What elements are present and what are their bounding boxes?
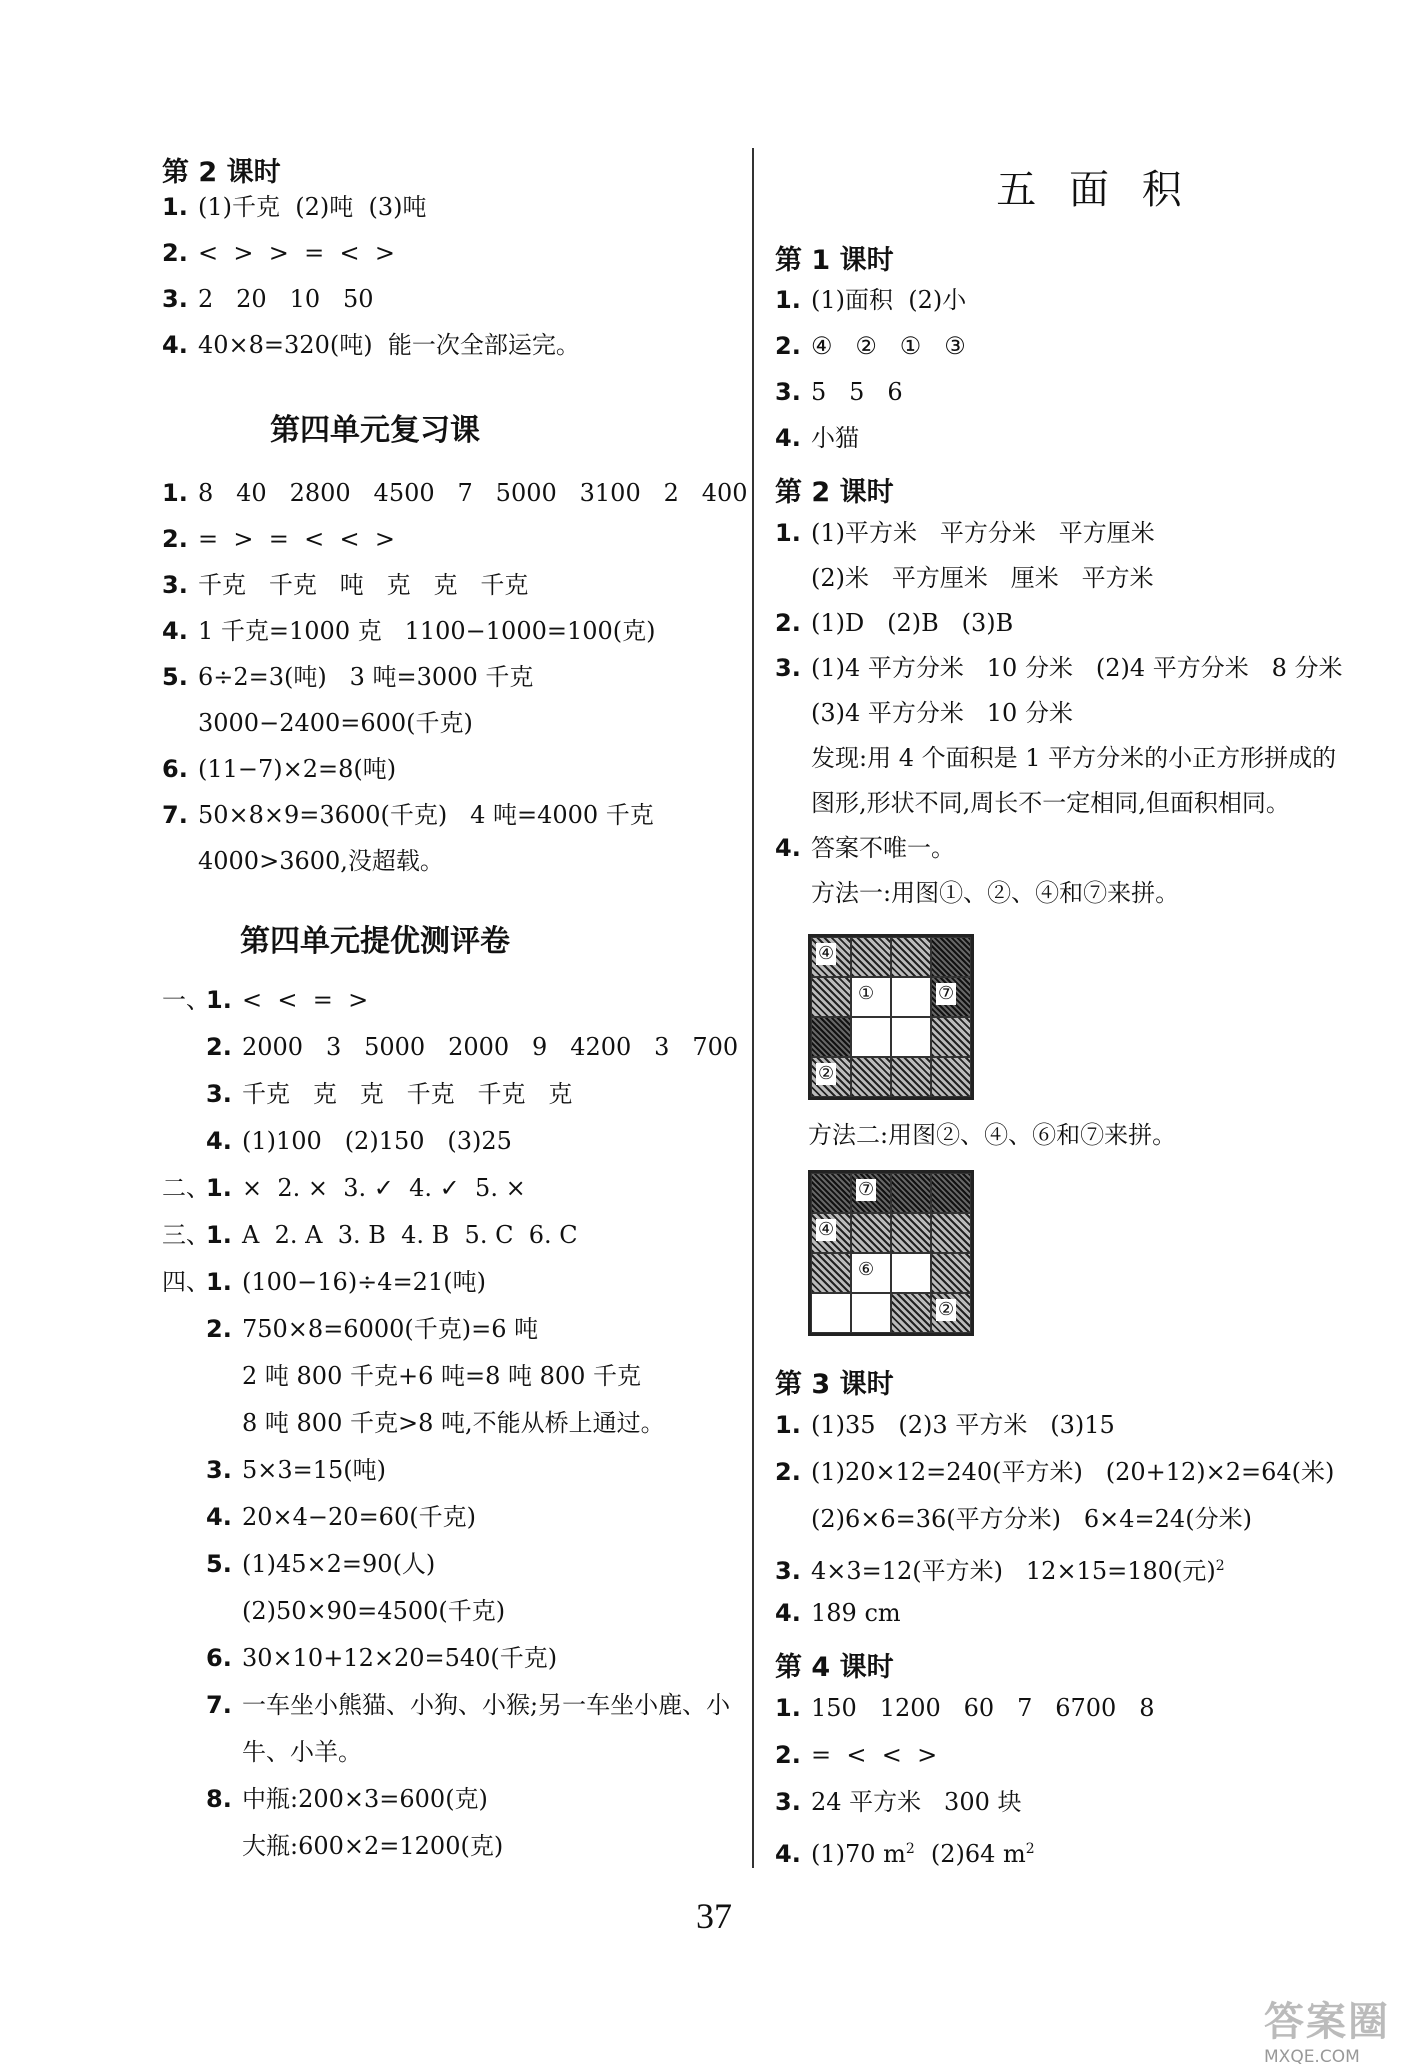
item-number: 4. <box>775 424 801 452</box>
item-number: 2. <box>775 609 801 637</box>
answer-line <box>162 985 368 1015</box>
grid-label: ⑦ <box>938 983 955 1004</box>
grid-cell <box>851 1213 891 1253</box>
answer-line <box>162 1032 738 1062</box>
method2-text: 方法二:用图②、④、⑥和⑦来拼。 <box>808 1121 1177 1149</box>
answer-line <box>775 285 966 315</box>
grid-cell <box>851 977 891 1017</box>
answer-line <box>775 1410 1115 1440</box>
grid-cell <box>891 1017 931 1057</box>
grid-cell <box>931 1293 971 1333</box>
item-number: 2. <box>775 1741 801 1769</box>
grid-label: ② <box>818 1063 835 1084</box>
grid-cell <box>811 1293 851 1333</box>
answer-line <box>775 563 1154 593</box>
answer-line <box>775 1740 937 1770</box>
item-number: 1. <box>206 986 232 1014</box>
answer-line <box>775 788 1290 818</box>
grid-label: ② <box>938 1299 955 1320</box>
answer-text: 2 吨 800 千克+6 吨=8 吨 800 千克 <box>242 1362 642 1390</box>
item-number: 1. <box>162 193 188 221</box>
answer-line <box>775 608 1013 638</box>
answer-line <box>162 1408 665 1438</box>
item-number: 6. <box>162 755 188 783</box>
answer-line <box>775 331 966 361</box>
grid-cell <box>811 977 851 1017</box>
grid-cell <box>851 1057 891 1097</box>
answer-line <box>162 570 528 600</box>
item-number: 3. <box>775 654 801 682</box>
page-number: 37 <box>696 1896 732 1936</box>
answer-line <box>162 1549 435 1579</box>
item-number: 3. <box>206 1080 232 1108</box>
grid-cell <box>811 1173 851 1213</box>
answer-text: 750×8=6000(千克)=6 吨 <box>242 1315 539 1343</box>
section-heading-r-lesson2: 第 2 课时 <box>775 477 894 508</box>
answer-text: 一车坐小熊猫、小狗、小猴;另一车坐小鹿、小 <box>242 1691 731 1719</box>
answer-line <box>162 708 473 738</box>
section-heading-review: 第四单元复习课 <box>270 413 480 448</box>
item-number: 1. <box>775 286 801 314</box>
item-number: 1. <box>206 1174 232 1202</box>
item-number: 1. <box>206 1268 232 1296</box>
grid-cell <box>931 1213 971 1253</box>
answer-text: < < = > <box>242 986 369 1014</box>
answer-line <box>775 377 903 407</box>
answer-text: × 2. × 3. ✓ 4. ✓ 5. × <box>242 1174 526 1202</box>
part-prefix: 三、 <box>162 1221 210 1249</box>
grid-label: ④ <box>818 1219 835 1240</box>
answer-text: = > = < < > <box>198 525 395 553</box>
answer-text: 发现:用 4 个面积是 1 平方分米的小正方形拼成的 <box>811 744 1337 772</box>
answer-text: 4000>3600,没超载。 <box>198 847 444 875</box>
answer-line <box>162 284 374 314</box>
answer-line <box>162 1831 503 1861</box>
item-number: 5. <box>206 1550 232 1578</box>
answer-text: 6÷2=3(吨) 3 吨=3000 千克 <box>198 663 534 691</box>
grid-cell <box>851 1173 891 1213</box>
answer-line <box>775 1787 1022 1817</box>
tiling-grid-method1 <box>808 934 974 1100</box>
answer-text: 4×3=12(平方米) 12×15=180(元) <box>811 1557 1216 1585</box>
part-prefix: 二、 <box>162 1174 210 1202</box>
answer-line <box>162 1502 476 1532</box>
answer-line <box>775 1834 1035 1869</box>
item-number: 4. <box>162 331 188 359</box>
answer-text: 1 千克=1000 克 1100−1000=100(克) <box>198 617 656 645</box>
answer-line <box>162 1361 641 1391</box>
answer-line <box>162 1643 557 1673</box>
grid-cell <box>891 1173 931 1213</box>
answer-text: 24 平方米 300 块 <box>811 1788 1022 1816</box>
grid-cell <box>851 937 891 977</box>
answer-text: (1)4 平方分米 10 分米 (2)4 平方分米 8 分米 <box>811 654 1343 682</box>
answer-text: 中瓶:200×3=600(克) <box>242 1785 488 1813</box>
grid-cell <box>811 1253 851 1293</box>
item-number: 4. <box>775 834 801 862</box>
answer-text: (100−16)÷4=21(吨) <box>242 1268 486 1296</box>
answer-line <box>775 833 955 863</box>
answer-text: A 2. A 3. B 4. B 5. C 6. C <box>242 1221 578 1249</box>
answer-text: (1)100 (2)150 (3)25 <box>242 1127 512 1155</box>
answer-text: 2000 3 5000 2000 9 4200 3 700 <box>242 1033 739 1061</box>
answer-text: 5×3=15(吨) <box>242 1456 387 1484</box>
grid-cell <box>851 1253 891 1293</box>
item-number: 6. <box>206 1644 232 1672</box>
answer-text: 牛、小羊。 <box>242 1738 362 1766</box>
answer-line <box>775 743 1336 773</box>
answer-text: (3)4 平方分米 10 分米 <box>811 699 1073 727</box>
item-number: 3. <box>206 1456 232 1484</box>
unit-title: 五 面 积 <box>996 167 1192 213</box>
answer-text: (1)20×12=240(平方米) (20+12)×2=64(米) <box>811 1458 1335 1486</box>
grid-cell <box>931 1017 971 1057</box>
item-number: 3. <box>775 1557 801 1585</box>
item-number: 4. <box>206 1503 232 1531</box>
answer-line <box>775 423 859 453</box>
grid-cell <box>931 1057 971 1097</box>
item-number: 3. <box>162 285 188 313</box>
item-number: 4. <box>775 1599 801 1627</box>
answer-text: 答案不唯一。 <box>811 834 955 862</box>
answer-line <box>775 1504 1252 1534</box>
answer-text: 大瓶:600×2=1200(克) <box>242 1832 504 1860</box>
item-number: 3. <box>162 571 188 599</box>
item-number: 2. <box>162 239 188 267</box>
answer-line <box>162 1455 386 1485</box>
item-number: 3. <box>775 378 801 406</box>
item-number: 2. <box>206 1315 232 1343</box>
column-divider <box>752 148 754 1868</box>
answer-text: 40×8=320(吨) 能一次全部运完。 <box>198 331 580 359</box>
item-number: 2. <box>206 1033 232 1061</box>
answer-text: 8 吨 800 千克>8 吨,不能从桥上通过。 <box>242 1409 665 1437</box>
answer-line <box>775 1693 1154 1723</box>
answer-text: = < < > <box>811 1741 938 1769</box>
grid-cell <box>931 937 971 977</box>
item-number: 1. <box>775 1694 801 1722</box>
answer-text: 方法一:用图①、②、④和⑦来拼。 <box>811 879 1180 907</box>
answer-line <box>162 238 395 268</box>
part-prefix: 一、 <box>162 986 210 1014</box>
answer-line <box>162 846 444 876</box>
answer-line <box>162 192 427 222</box>
answer-line <box>162 754 396 784</box>
item-number: 5. <box>162 663 188 691</box>
answer-text: 5 5 6 <box>811 378 903 406</box>
answer-text: (1)千克 (2)吨 (3)吨 <box>198 193 427 221</box>
grid-cell <box>891 937 931 977</box>
section-heading-test: 第四单元提优测评卷 <box>240 924 510 959</box>
grid-cell <box>811 1057 851 1097</box>
grid-cell <box>931 1253 971 1293</box>
answer-line <box>775 1457 1334 1487</box>
answer-line <box>162 524 395 554</box>
item-number: 4. <box>206 1127 232 1155</box>
grid-cell <box>811 1213 851 1253</box>
grid-label: ⑦ <box>858 1179 875 1200</box>
answer-line <box>775 698 1073 728</box>
item-number: 1. <box>206 1221 232 1249</box>
answer-text: < > > = < > <box>198 239 395 267</box>
answer-line <box>162 1267 486 1297</box>
superscript: 2 <box>905 1841 915 1857</box>
item-number: 2. <box>775 332 801 360</box>
item-number: 4. <box>162 617 188 645</box>
answer-text: 2 20 10 50 <box>198 285 374 313</box>
grid-cell <box>891 1057 931 1097</box>
item-number: 2. <box>775 1458 801 1486</box>
answer-text: 千克 克 克 千克 千克 克 <box>242 1080 573 1108</box>
answer-line <box>162 800 654 830</box>
grid-cell <box>891 977 931 1017</box>
item-number: 3. <box>775 1788 801 1816</box>
watermark-url: MXQE.COM <box>1264 2047 1360 2067</box>
item-number: 4. <box>775 1840 801 1868</box>
answer-line <box>162 1784 488 1814</box>
grid-label: ⑥ <box>858 1259 875 1280</box>
answer-line <box>162 1173 526 1203</box>
answer-text: 20×4−20=60(千克) <box>242 1503 476 1531</box>
superscript: 2 <box>1215 1558 1225 1574</box>
section-heading-r-lesson1: 第 1 课时 <box>775 245 894 276</box>
answer-line <box>162 1126 512 1156</box>
answer-text: (1)45×2=90(人) <box>242 1550 436 1578</box>
grid-cell <box>891 1253 931 1293</box>
superscript: 2 <box>1025 1841 1035 1857</box>
answer-line <box>162 1690 730 1720</box>
answer-text: (1)35 (2)3 平方米 (3)15 <box>811 1411 1115 1439</box>
grid-cell <box>811 937 851 977</box>
grid-cell <box>851 1017 891 1057</box>
grid-cell <box>811 1017 851 1057</box>
answer-line <box>775 1551 1225 1586</box>
answer-text-part2: (2)64 m <box>930 1840 1026 1868</box>
answer-text: 图形,形状不同,周长不一定相同,但面积相同。 <box>811 789 1290 817</box>
answer-text: (2)米 平方厘米 厘米 平方米 <box>811 564 1154 592</box>
watermark-logo <box>1264 1990 1414 2067</box>
answer-line <box>162 616 656 646</box>
section-heading-r-lesson4: 第 4 课时 <box>775 1652 894 1683</box>
answer-line <box>162 1079 572 1109</box>
answer-text: (2)6×6=36(平方分米) 6×4=24(分米) <box>811 1505 1252 1533</box>
grid-label: ④ <box>818 943 835 964</box>
answer-text: 小猫 <box>811 424 859 452</box>
answer-text: (1)70 m <box>811 1840 906 1868</box>
watermark-text: 答案圈 <box>1264 1998 1390 2045</box>
grid-cell <box>931 977 971 1017</box>
answer-text: (1)D (2)B (3)B <box>811 609 1014 637</box>
part-prefix: 四、 <box>162 1268 210 1296</box>
answer-text: 3000−2400=600(千克) <box>198 709 473 737</box>
grid-cell <box>891 1213 931 1253</box>
answer-line <box>162 478 748 508</box>
answer-line <box>775 878 1179 908</box>
item-number: 1. <box>162 479 188 507</box>
item-number: 2. <box>162 525 188 553</box>
answer-line <box>775 653 1343 683</box>
answer-line <box>162 330 580 360</box>
answer-text: 30×10+12×20=540(千克) <box>242 1644 558 1672</box>
answer-line <box>162 662 533 692</box>
answer-text: (1)面积 (2)小 <box>811 286 967 314</box>
grid-cell <box>851 1293 891 1333</box>
section-heading-lesson2: 第 2 课时 <box>162 157 281 188</box>
grid-cell <box>931 1173 971 1213</box>
answer-text: 150 1200 60 7 6700 8 <box>811 1694 1155 1722</box>
answer-text: 千克 千克 吨 克 克 千克 <box>198 571 529 599</box>
answer-line <box>162 1314 538 1344</box>
answer-text: 189 cm <box>811 1599 901 1627</box>
item-number: 1. <box>775 519 801 547</box>
grid-label: ① <box>858 983 875 1004</box>
answer-line <box>775 1598 901 1628</box>
answer-line <box>162 1737 362 1767</box>
answer-text: 50×8×9=3600(千克) 4 吨=4000 千克 <box>198 801 654 829</box>
answer-text: (1)平方米 平方分米 平方厘米 <box>811 519 1155 547</box>
tiling-grid-method2 <box>808 1170 974 1336</box>
answer-line <box>775 518 1155 548</box>
item-number: 8. <box>206 1785 232 1813</box>
answer-text: (11−7)×2=8(吨) <box>198 755 397 783</box>
item-number: 7. <box>162 801 188 829</box>
section-heading-r-lesson3: 第 3 课时 <box>775 1369 894 1400</box>
answer-line <box>162 1220 578 1250</box>
item-number: 7. <box>206 1691 232 1719</box>
item-number: 1. <box>775 1411 801 1439</box>
answer-text: 8 40 2800 4500 7 5000 3100 2 400 <box>198 479 748 507</box>
grid-cell <box>891 1293 931 1333</box>
answer-line <box>162 1596 505 1626</box>
answer-text: (2)50×90=4500(千克) <box>242 1597 506 1625</box>
answer-text: ④ ② ① ③ <box>811 332 966 360</box>
